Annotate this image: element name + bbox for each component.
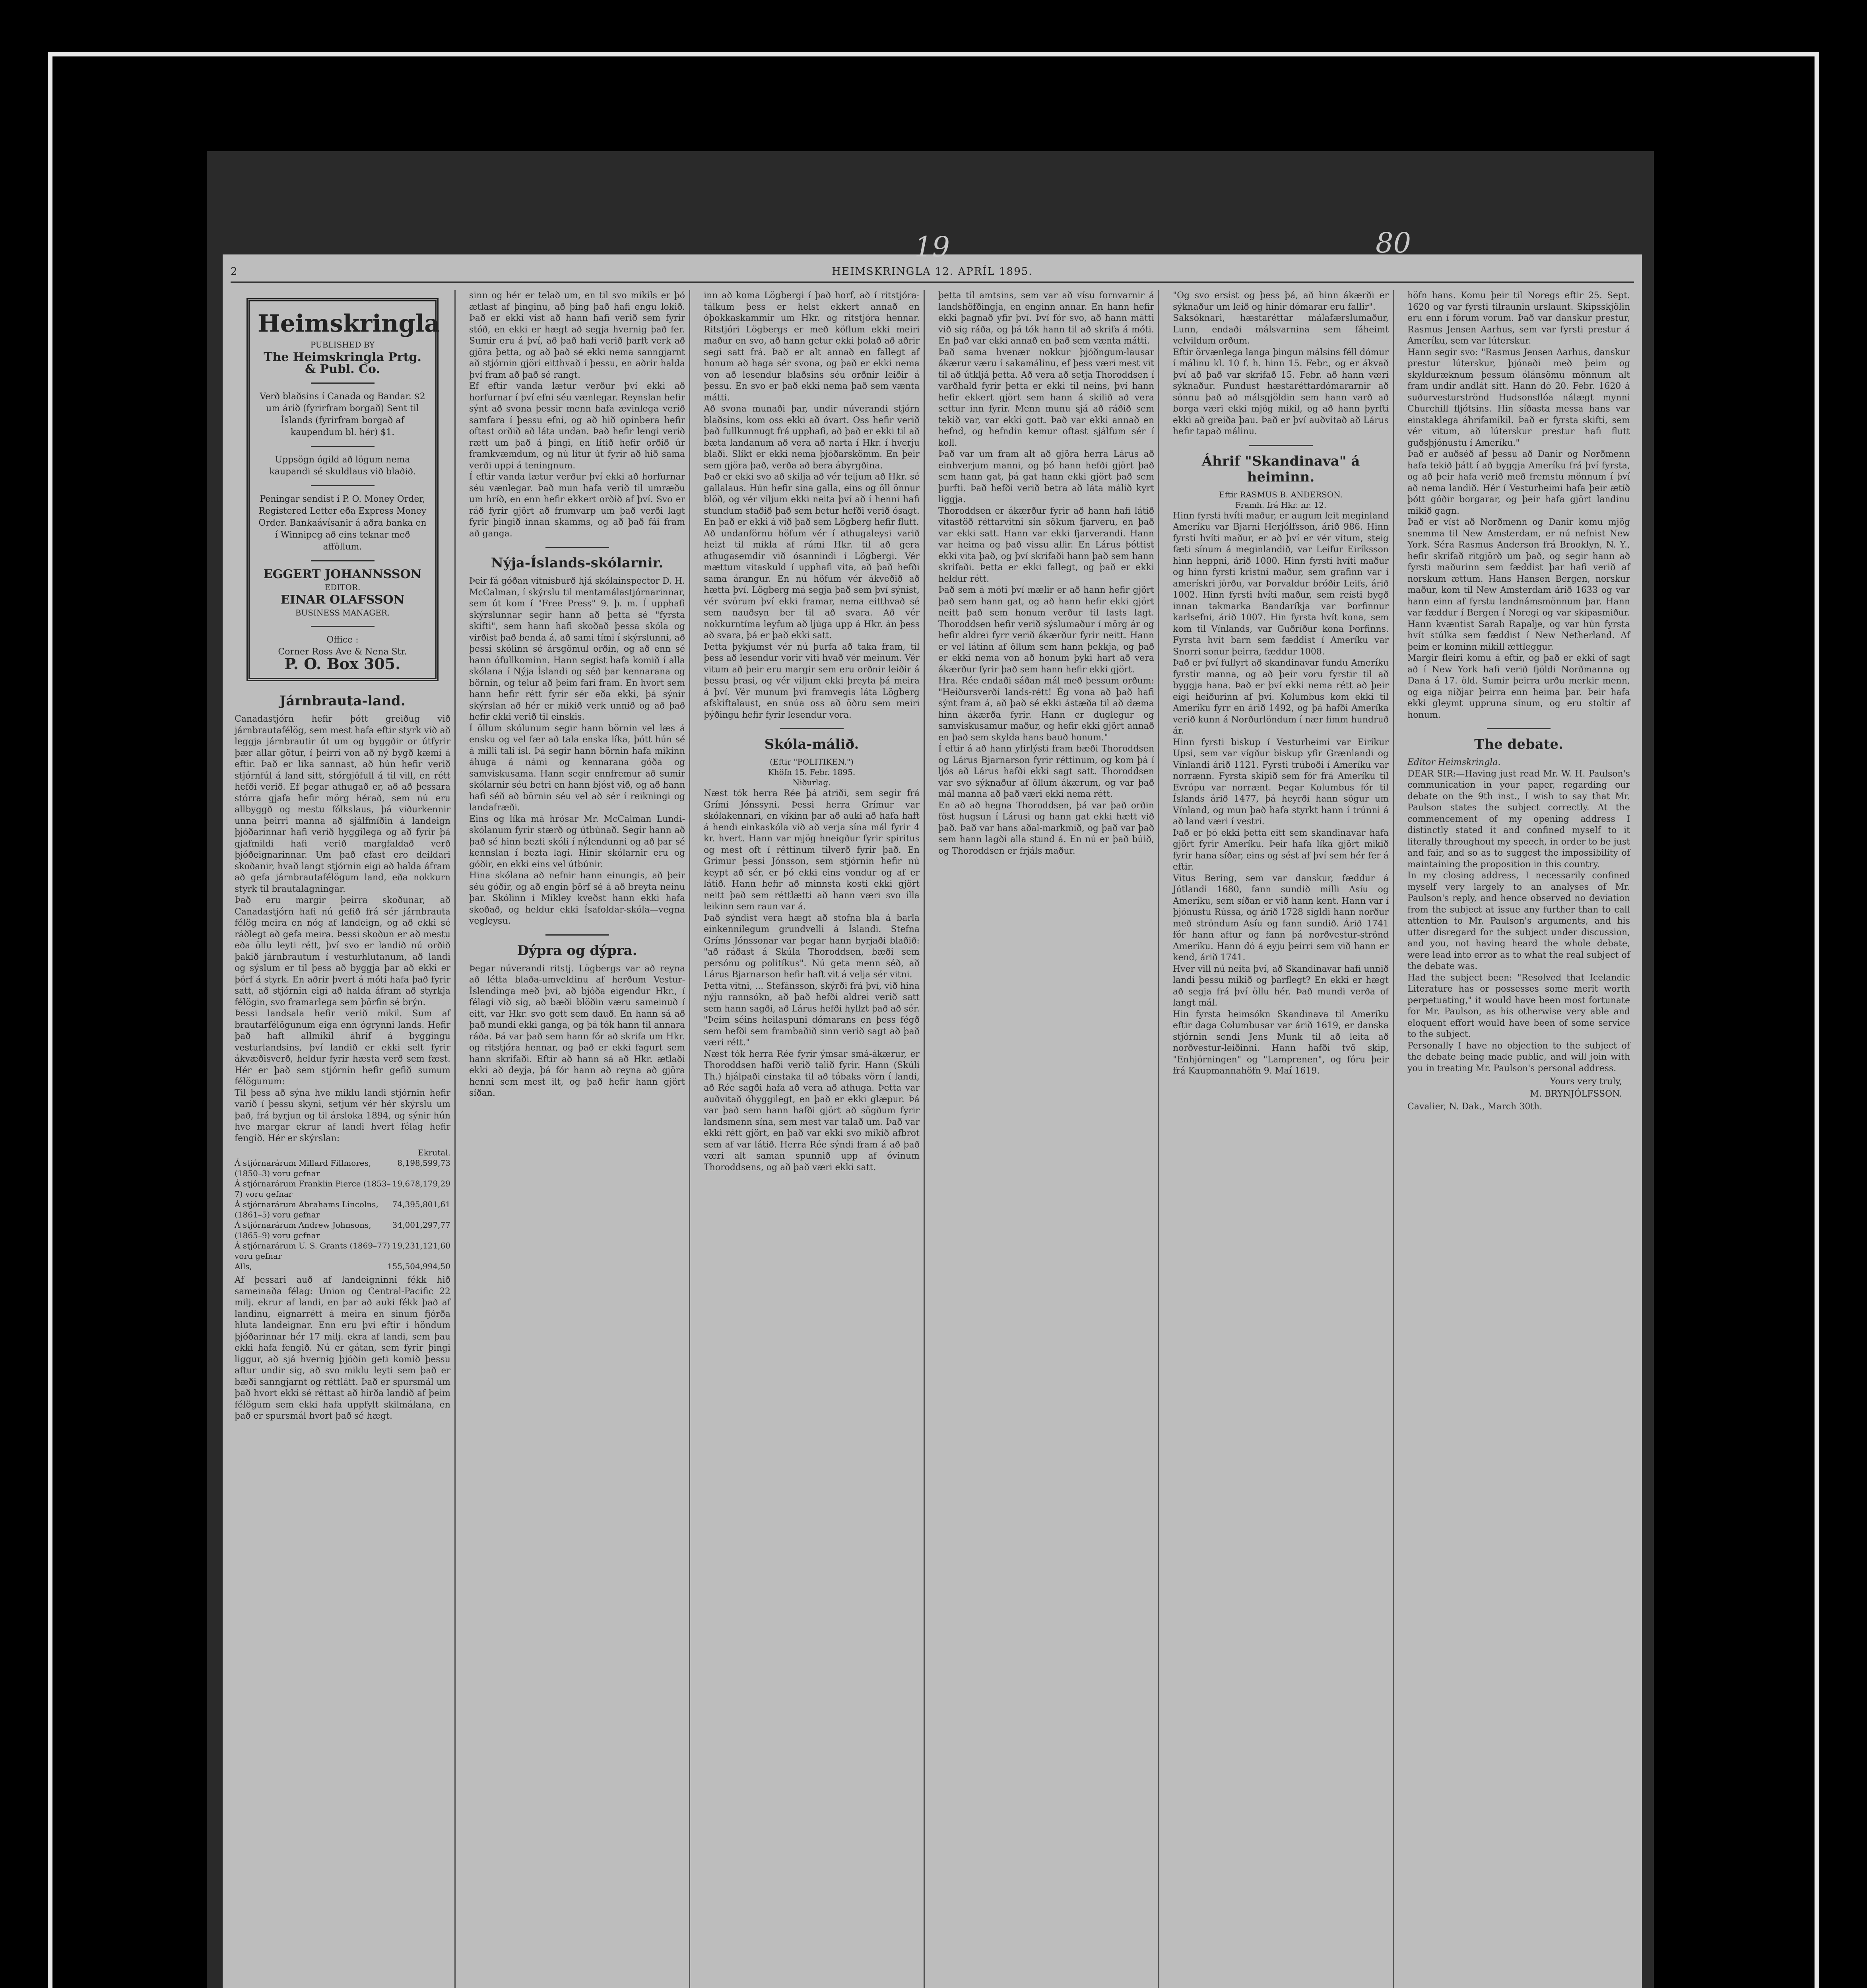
- article-body: sinn og hér er telað um, en til svo mikils er þó ætlast af þinginu, að þing það hafi engu lokið. Það er ekki vist að hann hafi verið sem fyrir stóð, en ekki er hægt að segja hvernig það fer. Sumir eru á því, að það hafi verið þarft verk að gjöra þetta, og að það sé ekki nema sanngjarnt að stjórnin gjöri eitthvað í þessu, en aðrir halda því fram að það sé rangt. Ef eftir vanda lætur verður því ekki að horfurnar í því efni séu vænlegar. Reynslan hefir sýnt að svona þessir menn hafa ævinlega verið samfara í þessu efni, og að hið opinbera hefir oftast orðið að láta undan. Það hefir lengi verið rætt um það á þingi, en lítið hefir orðið úr framkvæmdum, og nú lítur út fyrir að hið sama verði uppi á teningnum. Í eftir vanda lætur verður því ekki að horfurnar séu vænlegar. Það mun hafa verið til umræðu um hríð, en enn hefir ekkert orðið af því. Svo er ráð fyrir gjört að frumvarp um það verði lagt fyrir þingið innan skamms, og að það fái fram að ganga.: [469, 291, 685, 539]
- office-label: Office :: [326, 635, 359, 645]
- manager-name: EINAR OLAFSSON: [280, 593, 404, 607]
- column-4: [934, 290, 1159, 1988]
- row-label: Á stjórnarárum Andrew Johnsons, (1865–9) voru gefnar: [235, 1220, 371, 1240]
- published-by: PUBLISHED BY: [310, 340, 375, 349]
- masthead: [246, 298, 439, 681]
- po-box: P. O. Box 305.: [284, 655, 401, 673]
- table-row: [235, 1178, 450, 1199]
- article-divider: [780, 728, 844, 729]
- masthead-title: Heimskringla: [258, 310, 440, 338]
- article-dateline: Khöfn 15. Febr. 1895.: [768, 767, 856, 777]
- article-divider: [545, 934, 609, 936]
- cancel-text: Uppsögn ógild að lögum nema kaupandi sé skuldlaus við blaðið.: [269, 455, 416, 477]
- table-row: [235, 1199, 450, 1220]
- article-body-continued: Af þessari auð af landeigninni fékk hið sameinaða félag: Union og Central-Pacific 22 milj. ekrur af landi, en þar að auki fékk það af landinu, eignarrétt á meira en sinum fjórða hluta landeignar. Enn eru því eftir í höndum þjóðarinnar hér 17 milj. ekra af landi, sem þau ekki hafa fengið. Nú er gátan, sem fyrir þingi liggur, að sjá hvernig þjóðin geti komið þessu aftur undir sig, að svo miklu leyti sem það er bæði sanngjarnt og réttlátt. Það er spursmál um það hvort ekki sé réttast að hirða landið af þeim félögum sem ekki hafa uppfylt skilmálana, en það er spursmál hvort það sé hægt.: [235, 1275, 453, 1421]
- masthead-rule: [311, 446, 375, 447]
- row-label: Á stjórnarárum Millard Fillmores, (1850–3) voru gefnar: [235, 1158, 371, 1178]
- article-body: inn að koma Lögbergi í það horf, að í ritstjóra-tálkum þess er helst ekkert annað en óþokkaskammir um Hkr. og ritstjóra hennar. Ritstjóri Lögbergs er með köflum ekki meiri maður en svo, að hann getur ekki þolað að aðrir segi satt frá. Það er alt annað en fallegt af honum að haga sér svona, og það er ekki nema von að lesendur blaðsins séu orðnir leiðir á þessu. En svo er það ekki nema það sem vænta mátti. Að svona munaði þar, undir núverandi stjórn blaðsins, kom oss ekki að óvart. Oss hefir verið það fullkunnugt frá upphafi, að það er ekki til að bæta landanum að vera að narta í Hkr. í hverju blaði. Slíkt er ekki nema þjóðarskömm. En þeir sem gjöra það, verða að bera ábyrgðina. Það er ekki svo að skilja að vér teljum að Hkr. sé gallalaus. Hún hefir sína galla, eins og öll önnur blöð, og vér viljum ekki neita því að í henni hafi stundum staðið það sem betur hefði verið ósagt. En það er ekki á við það sem Lögberg hefir flutt. Að undanförnu höfum vér í athugaleysi varið heizt til mikla af rúmi Hkr. til að gera athugasemdir við ósannindi í Lögbergi. Vér mættum vitaskuld í upphafi vita, að það hefði sama árangur. En nú höfum vér ákveðið að hætta því. Lögberg má segja það sem því sýnist, vér svörum því ekki framar, nema eitthvað sé sem nauðsyn ber til að svara. Að vér nokkurntíma leyfum að ljúga upp á Hkr. án þess að svara, þá er það ekki satt. Þetta þykjumst vér nú þurfa að taka fram, til þess að lesendur vorir viti hvað vér meinum. Vér vitum að þeir eru margir sem eru orðnir leiðir á þessu þrasi, og vér viljum ekki þreyta þá meira á því. Vér munum því framvegis láta Lögberg afskiftalaust, en snúa oss að öðru sem meiri þýðingu hefir fyrir lesendur vora.: [704, 291, 920, 720]
- article-body: höfn hans. Komu þeir til Noregs eftir 25. Sept. 1620 og var fyrsti tilraunin urslaunt. Skipsskjölin eru enn í fórum vorum. Það var danskur prestur, Rasmus Jensen Aarhus, sem var fyrsti prestur á Ameríku, sem var lúterskur. Hann segir svo: "Rasmus Jensen Aarhus, danskur prestur lúterskur, þjónaði með þeim og skylduræknum þessum ólánsömu mönnum alt fram undir andlát sitt. Hann dó 20. Febr. 1620 á suðurvesturströnd Hudsonsflóa nálægt mynni Churchill fljótsins. Hin síðasta messa hans var einstaklega áhrifamikil. Það er fyrsta skifti, sem vér vitum, að lúterskur prestur hafi flutt guðsþjónustu í Ameríku." Það er auðséð af þessu að Danir og Norðmenn hafa tekið þátt í að byggja Ameríku frá því fyrsta, og að þeir hafa verið með fremstu mönnum í því að nema landið. Hér í Vesturheimi hafa þeir ætíð þótt góðir borgarar, og þeir hafa gjört landinu mikið gagn. Það er víst að Norðmenn og Danir komu mjög snemma til New Amsterdam, er nú nefnist New York. Séra Rasmus Anderson frá Brooklyn, N. Y., hefir skrifað ritgjörð um það, og segir hann að fyrsti maðurinn sem fæddist þar hafi verið af norskum ættum. Hans Hansen Bergen, norskur maður, kom til New Amsterdam árið 1633 og var hann einn af fyrstu landnámsmönnum þar. Hann var fæddur í Bergen í Noregi og var skipasmiður. Hann kvæntist Sarah Rapalje, og var hún fyrsta hvít stúlka sem fæddist í New Netherland. Af þeim er kominn mikill ættleggur. Margir fleiri komu á eftir, og það er ekki of sagt að í New York hafi verið fjöldi Norðmanna og Dana á 17. öld. Sumir þeirra urðu merkir menn, og eiga niðjar þeirra enn heima þar. Þeir hafa ekki gleymt uppruna sínum, og eru stoltir af honum.: [1407, 291, 1630, 720]
- office-address: Corner Ross Ave & Nena Str.: [278, 647, 407, 657]
- page-number: 2: [231, 266, 238, 278]
- running-title: HEIMSKRINGLA 12. APRÍL 1895.: [832, 266, 1033, 278]
- acreage-table: [235, 1147, 450, 1272]
- letter-signature: M. BRYNJÓLFSSON.: [1530, 1089, 1622, 1099]
- article-title: Dýpra og dýpra.: [517, 942, 637, 959]
- column-3: [700, 290, 925, 1988]
- letter-place-date: Cavalier, N. Dak., March 30th.: [1407, 1102, 1543, 1112]
- newspaper-page: [223, 227, 1642, 1988]
- letter-addressee: Editor Heimskringla.: [1407, 757, 1501, 767]
- handwritten-mark-1: 19: [914, 231, 950, 263]
- article-body: "Og svo ersist og þess þá, að hinn ákærði er sýknaður um leið og hinir dómarar eru fallir". Saksóknari, hæstaréttar málafærslumaður, Lunn, endaði málsvarnina sem fáheimt velvildum orðum. Eftir örvænlega langa þingun málsins féll dómur í málinu kl. 10 f. h. hinn 15. Febr., og er ákvað því að það var skrifað 15. Febr. að hann væri sýknaður. Fundust hæstaréttardómararnir að sönnu það að málsgjöldin sem hann varð að borga væri ekki mjög mikil, og að hann þyrfti ekki að greiða þau. Það er því auðvitað að Lárus hefir tapað málinu.: [1173, 291, 1389, 437]
- article-body: Þegar núverandi ritstj. Lögbergs var að reyna að létta blaða-umveldinu af herðum Vestur-Íslendinga með því, að bjóða eigendur Hkr., í félagi við sig, að bæði blöðin væru sameinuð í eitt, var Hkr. svo gott sem dauð. En hann sá að það mundi ekki ganga, og þá tók hann til annara ráða. Þá var það sem hann fór að skrifa um Hkr. og ritstjóra hennar, og það er ekki fagurt sem hann skrifaði. Eftir að hann sá að Hkr. ætlaði ekki að deyja, þá fór hann að reyna að gjöra henni sem mest ilt, og það hefir hann gjört síðan.: [469, 963, 688, 1098]
- table-title: Ekrutal.: [418, 1148, 450, 1157]
- article-body: DEAR SIR:—Having just read Mr. W. H. Paulson's communication in your paper, regarding our debate on the 9th inst., I wish to say that Mr. Paulson states the subject correctly. At the commencement of my opening address I distinctly stated it and confined myself to it literally throughout my speech, in order to be just and fair, and so as to suggest the impossibility of maintaining the proposition in this country. In my closing address, I necessarily confined myself very largely to an analyses of Mr. Paulson's reply, and hence observed no deviation from the subject at issue any further than to call attention to Mr. Paulson's arguments, and his utter disregard for the subject under discussion, and you, not having heard the whole debate, were lead into error as to what the real subject of the debate was. Had the subject been: "Resolved that Icelandic Literature has or possesses some merit worth perpetuating," it would have been most fortunate for Mr. Paulson, as his otherwise very able and eloquent effort would have been of some service to the subject. Personally I have no objection to the subject of the debate being made public, and will join with you in treating Mr. Paulson's personal address.: [1407, 769, 1630, 1074]
- row-value: 8,198,599,73: [397, 1158, 450, 1168]
- manager-title: BUSINESS MANAGER.: [295, 608, 390, 617]
- article-title: Járnbrauta-land.: [279, 693, 406, 709]
- article-section: Niðurlag.: [792, 778, 831, 787]
- masthead-rule: [311, 626, 375, 627]
- table-row: [235, 1220, 450, 1241]
- article-note: Framh. frá Hkr. nr. 12.: [1235, 500, 1327, 510]
- column-2: [465, 290, 690, 1988]
- running-header: [231, 266, 1634, 283]
- article-divider: [1487, 728, 1551, 729]
- row-label: Á stjórnarárum U. S. Grants (1869–77) voru gefnar: [235, 1241, 390, 1261]
- row-value: 19,231,121,60: [392, 1241, 450, 1250]
- table-total: [235, 1261, 450, 1272]
- masthead-rule: [311, 485, 375, 486]
- masthead-rule: [311, 382, 375, 384]
- column-6: [1403, 290, 1634, 1988]
- table-row: [235, 1241, 450, 1261]
- article-body: þetta til amtsins, sem var að vísu fornvarnir á landshöfðingja, en enginn annar. En hann hefir ekki þagnað yfir því. Því fór svo, að hann mátti við sig ráða, og þá tók hann til að skrifa á móti. En það var ekki annað en það sem vænta mátti. Það sama hvenær nokkur þjóðngum-lausar ákærur væru í sakamálinu, ef þess væri mest vit til að útkljá þetta. Að vera að setja Thoroddsen í varðhald fyrir þetta er ekki til neins, því hann hefir ekkert gjört sem hann á skilið að vera settur inn fyrir. Menn munu sjá að ráðið sem tekið var, var ekki gott. Það var ekki annað en hefnd, og hefndin kemur oftast sjálfum sér í koll. Það var um fram alt að gjöra herra Lárus að einhverjum manni, og þó hann hefði gjört það sem hann gat, þá gat hann ekki gjört það sem þurfti. Það hefði verið betra að láta málið kyrt liggja. Thoroddsen er ákærður fyrir að hann hafi látið vitastöð réttarvitni sín sökum fjarveru, en það var ekki satt. Hann var ekki fjarverandi. Hann var heima og það vissu allir. En Lárus þóttist ekki vita það, og því skrifaði hann það sem hann skrifaði. Þetta er ekki fallegt, og það er ekki heldur rétt. Það sem á móti því mælir er að hann hefir gjört það sem hann gat, og að hann hefir ekki gjört neitt það sem honum verður til lasts lagt. Thoroddsen hefir verið sýslumaður í mörg ár og hefir aldrei fyrr verið ákærður fyrir neitt. Hann er vel látinn af öllum sem hann þekkja, og það er ekki nema von að honum þyki hart að vera ákærður fyrir það sem hann hefir ekki gjört. Hra. Rée endaði sáðan mál með þessum orðum: "Heiðursverði lands-rétt! Ég vona að það hafi sýnt fram á, að það sé ekki ástæða til að dæma hinn ákærða fyrir. Hann er duglegur og samviskusamur maður, og hefir ekki gjört annað en það sem skylda hans bauð honum." Í eftir á að hann yfirlýsti fram bæði Thoroddsen og Lárus Bjarnarson fyrir réttinum, og kom þá í ljós að Lárus hafði ekki sagt satt. Thoroddsen var svo sýknaður af öllum ákærum, og var það mál manna að það væri ekki nema rétt. En að að hegna Thoroddsen, þá var það orðin föst hugsun í Lárusi og hann gat ekki hætt við það. Það var hans aðal-markmið, og það var það sem hann lagði alla stund á. En nú er það búið, og Thoroddsen er frjáls maður.: [938, 291, 1154, 856]
- article-source: (Eftir "POLITIKEN."): [770, 757, 854, 767]
- article-title: Nýja-Íslands-skólarnir.: [491, 555, 664, 571]
- editor-title: EDITOR.: [324, 582, 361, 592]
- article-title: Áhrif "Skandinava" á heiminn.: [1201, 453, 1360, 485]
- article-divider: [1249, 445, 1313, 446]
- editor-name: EGGERT JOHANNSSON: [263, 567, 422, 581]
- handwritten-mark-2: 80: [1376, 227, 1411, 259]
- article-author: Eftir RASMUS B. ANDERSON.: [1219, 489, 1343, 499]
- article-body: Þeir fá góðan vitnisburð hjá skólainspector D. H. McCalman, í skýrslu til mentamálastjórnarinnar, sem út kom í "Free Press" 9. þ. m. Í upphafi skýrslunnar segir hann að þetta sé "fyrsta skifti", sem hann hafi skoðað þessa skóla og virðist það benda á, að sami tími í skýrslunni, að þessi skólinn sé ársgömul orðin, og að enn sé hann ófullkominn. Hann segist hafa komið í alla skólana í Nýja Íslandi og séð þar kennarana og börnin, og telur að þeim fari fram. En hvort sem hann hefir rétt fyrir sér eða ekki, þá sýnir skýrslan að hér er mikið verk unnið og að það hefir ekki verið til einskis. Í öllum skólunum segir hann börnin vel læs á ensku og vel fær að tala enska líka, þótt hún sé á milli tali ísl. Þá segir hann börnin hafa mikinn áhuga á námi og kennarana góða og samviskusama. Hann segir ennfremur að sumir skólarnir séu betri en hann bjóst við, og að hann hafi séð að börnin séu vel að sér í reikningi og landafræði. Eins og líka má hrósar Mr. McCalman Lundi-skólanum fyrir stærð og útbúnað. Segir hann að það sé hinn bezti skóli í nýlendunni og að þar sé kennslan í bezta lagi. Hinir skólarnir eru og góðir, en ekki eins vel útbúnir. Hina skólana að nefnir hann einungis, að þeir séu góðir, og að engin þörf sé á að breyta neinu þar. Skólinn í Mikley kveðst hann ekki hafa skoðað, og heldur ekki Ísafoldar-skóla—vegna vegleysu.: [469, 576, 685, 926]
- article-title: The debate.: [1474, 736, 1563, 752]
- total-value: 155,504,994,50: [387, 1262, 450, 1271]
- row-value: 19,678,179,29: [392, 1179, 450, 1188]
- row-value: 74,395,801,61: [392, 1200, 450, 1209]
- column-1: [231, 290, 456, 1988]
- masthead-rule: [311, 560, 375, 561]
- table-row: [235, 1158, 450, 1178]
- letter-closing: Yours very truly,: [1550, 1077, 1622, 1087]
- row-label: Á stjórnarárum Abrahams Lincolns, (1861–5) voru gefnar: [235, 1200, 378, 1219]
- publisher: The Heimskringla Prtg. & Publ. Co.: [264, 350, 421, 376]
- column-5: [1169, 290, 1394, 1988]
- payment-text: Peningar sendist í P. O. Money Order, Registered Letter eða Express Money Order. Bankaávísanir á aðra banka en í Winnipeg að eins teknar með afföllum.: [258, 494, 427, 552]
- row-label: Á stjórnarárum Franklin Pierce (1853–7) voru gefnar: [235, 1179, 391, 1199]
- article-body: Canadastjórn hefir þótt greiðug við járnbrautafélög, sem mest hafa eftir styrk við að leggja járnbrautir út um og byggðir or útfyrir þær allar götur, í þeirri von að ný bygð kæmi á eftir. Það er líka sannast, að hún hefir verið stjórnfúl á land sitt, stórgjöfull á til vill, en rétt hefði verið. Ef þegar athugað er, að að þessara stórra gjafa hefir mörg hérað, sem nú eru allbyggð og mestu fólkslaus, þá viðurkennir unna þeirri manna að sjálfmíðin á landeign þjóðarinnar hafi verið hyggilega og að fyrir þá gjafmildi hafi verið margfaldað verð þjóðeignarinnar. Um það efast ero deildari skoðanir, hvað langt stjórnin eigi að halda áfram að gefa járnbrautafélögum land, eða nokkurn styrk til brautalagningar. Það eru margir þeirra skoðunar, að Canadastjórn hafi nú gefið frá sér járnbrauta félög meira en nóg af landeign, og að ekki sé ráðlegt að gefa meira. Þessi skoðun er að mestu eða öllu leyti rétt, því svo er landið nú orðið þakið járnbrautum í vesturhlutanum, að landi og sýslum er til þess að byggja þar að ekki er þörf á styrk. En aðrir þvert á móti hafa það fyrir satt, að stjórnin eigi að halda áfram að styrkja félögin, svo framarlega sem þörfin sé brýn. Þessi landsala hefir verið mikil. Sum af brautarfélögunum eiga enn ógrynni lands. Hefir það haft allmikil áhrif á byggingu vesturlandsins, því landið er ekki selt fyrir ákvæðisverð, heldur fyrir hæsta verð sem fæst. Hér er það sem stjórnin hefir gefið sumum félögunum: Til þess að sýna hve miklu landi stjórnin hefir varið í þessu skyni, setjum vér hér skýrslu um það, frá byrjun og til ársloka 1894, og sýnir hún hve margar ekrur af landi hvert félag hefir fengið. Hér er skýrslan:: [235, 714, 450, 1143]
- article-body: Næst tók herra Rée þá atriði, sem segir frá Grími Jónssyni. Þessi herra Grímur var skólakennari, en víkinn þar að auki að hafa haft á hendi einkaskóla við að verja sína mál fyrir 4 kr. hvert. Hann var mjög hneigður fyrir spiritus og mest oft í réttinum tilverð fyrir það. En Grímur þessi Jónsson, sem stjórnin hefir nú keypt að sér, er þó ekki eins vondur og af er látið. Hann hefir að minnsta kosti ekki gjört neitt það sem réttlætti að hann væri svo illa leikinn sem raun var á. Það sýndist vera hægt að stofna bla á barla einkennilegum grundvelli á Íslandi. Stefna Gríms Jónssonar var þegar hann byrjaði blaðið: "að ráðast á Skúla Thoroddsen, bæði sem persónu og politíkus". Nú geta menn séð, að Lárus Bjarnarson hefir haft vit á velja sér vitni. Þetta vitni, ... Stefánsson, skýrði frá því, við hina nýju rannsókn, að það hefði aldrei verið satt sem hann sagði, að Lárus hefði hyllzt það að sér. "Þeim séins heilaspuni dómarans en þess fégð sem hefði sem frambaðið sinn verið sagt að það væri rétt." Næst tók herra Rée fyrir ýmsar smá-ákærur, er Thoroddsen hafði verið talið fyrir. Hann (Skúli Th.) hjálpaði einstaka til að tóbaks vörn í landi, að Rée sagði hafa að vera að athuga. Þetta var auðvitað óhyggilegt, en það er ekki glæpur. Þá var það sem hann hafði gjört að sögðum fyrir landsmenn sína, sem mest var talað um. Það var ekki rétt gjört, en það var ekki svo mikið afbrot sem af var látið. Herra Rée sýndi fram á að það væri alt saman spunnið upp af óvinum Thoroddsens, og að það væri ekki satt.: [704, 788, 920, 1173]
- total-label: Alls,: [235, 1262, 252, 1271]
- row-value: 34,001,297,77: [392, 1220, 450, 1230]
- price-text: Verð blaðsins í Canada og Bandar. $2 um árið (fyrirfram borgað) Sent til Íslands (fyrirfram borgað af kaupendum bl. hér) $1.: [260, 392, 425, 437]
- article-title: Skóla-málið.: [764, 736, 859, 752]
- article-divider: [545, 547, 609, 548]
- article-body: Hinn fyrsti hvíti maður, er augum leit meginland Ameríku var Bjarni Herjólfsson, árið 986. Hinn fyrsti hvíti maður, er að því er vér vitum, steig fæti sínum á meginlandið, var Leifur Eiríksson hinn heppni, árið 1000. Hinn fyrsti hvíti maður og hinn fyrsti kristni maður, sem grafinn var í amerískri jörðu, var Þorvaldur bróðir Leifs, árið 1002. Hinn fyrsti hvíti maður, sem reisti bygð innan takmarka Bandaríkja var Þorfinnur karlsefni, árið 1007. Hin fyrsta hvít kona, sem kom til Vínlands, var Guðríður kona Þorfinns. Fyrsta hvít barn sem fæddist í Ameríku var Snorri sonur þeirra, fæddur 1008. Það er því fullyrt að skandinavar fundu Ameríku fyrstir manna, og að þeir voru fyrstir til að byggja hana. Það er því ekki nema rétt að þeir eigi heiðurinn af því. Kolumbus kom ekki til Ameríku fyrr en árið 1492, og þá hafði Ameríka verið kunn á Norðurlöndum í nær fimm hundruð ár. Hinn fyrsti biskup í Vesturheimi var Eiríkur Upsi, sem var vígður biskup yfir Grænlandi og Vínlandi árið 1121. Fyrsti trúboði í Ameríku var norrænn. Fyrsta skipið sem fór frá Ameríku til Evrópu var norrænt. Þegar Kolumbus fór til Íslands árið 1477, þá heyrði hann sögur um Vínland, og mun það hafa styrkt hann í trúnni á að land væri í vestri. Það er þó ekki þetta eitt sem skandinavar hafa gjört fyrir Ameríku. Þeir hafa líka gjört mikið fyrir hana síðar, eins og sést af því sem hér fer á eftir. Vitus Bering, sem var danskur, fæddur á Jótlandi 1680, fann sundið milli Asíu og Ameríku, sem síðan er við hann kent. Hann var í þjónustu Rússa, og árið 1728 sigldi hann norður með ströndum Asíu og fann sundið. Árið 1741 fór hann aftur og fann þá norðvestur-strönd Ameríku. Hann dó á eyju þeirri sem við hann er kend, árið 1741. Hver vill nú neita því, að Skandinavar hafi unnið landi þessu mikið og þarflegt? En ekki er hægt að segja frá því öllu hér. Það mundi verða of langt mál. Hin fyrsta heimsókn Skandinava til Ameríku eftir daga Columbusar var árið 1619, er danska stjórnin sendi Jens Munk til að leita að norðvestur-leiðinni. Hann hafði tvö skip, "Enhjörningen" og "Lamprenen", og fóru þeir frá Kaupmannahöfn 9. Maí 1619.: [1173, 511, 1389, 1076]
